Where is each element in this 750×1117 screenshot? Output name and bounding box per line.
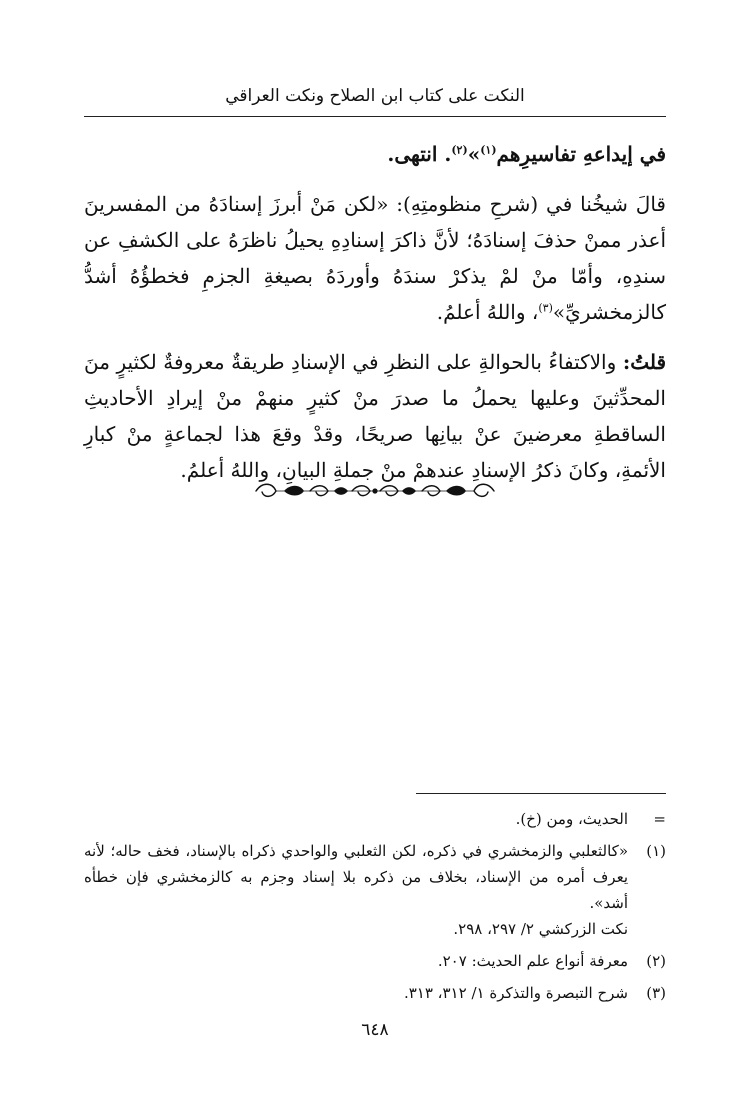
footnote-text xyxy=(84,980,628,1006)
paragraph-1 xyxy=(84,136,666,172)
running-header: النكت على كتاب ابن الصلاح ونكت العراقي xyxy=(225,86,525,106)
main-text xyxy=(84,134,666,488)
paragraph-1-end: . انتهى. xyxy=(387,142,452,166)
decorative-divider-icon xyxy=(250,478,500,504)
footnote-mark[interactable]: (٣) xyxy=(646,984,666,1002)
quote-close: » xyxy=(467,142,481,166)
footnote-line: شرح التبصرة والتذكرة ١/ ٣١٢، ٣١٣. xyxy=(403,984,628,1002)
footnote-separator xyxy=(416,793,666,794)
footnote-line: «كالثعلبي والزمخشري في ذكره، لكن الثعلبي والواحدي ذكراه بالإسناد، فخف حاله؛ لأنه يعرف أمره من الإسناد، بخلاف من ذكره بلا إسناد وجزم به كالزمخشري فإن خطأه أشد». xyxy=(84,842,628,912)
footnote-continuation xyxy=(84,806,666,832)
footnote-mark[interactable]: (١) xyxy=(646,842,666,860)
paragraph-2-end: ، واللهُ أعلمُ. xyxy=(436,300,539,324)
footnote-mark: = xyxy=(653,810,666,828)
header-rule xyxy=(84,116,666,117)
footnote-line: نكت الزركشي ٢/ ٢٩٧، ٢٩٨. xyxy=(453,920,628,938)
page-number: ٦٤٨ xyxy=(361,1020,389,1040)
paragraph-1-text: في إيداعهِ تفاسيرِهم xyxy=(496,142,666,166)
footnote-text xyxy=(84,948,628,974)
footnote-text xyxy=(84,806,628,832)
paragraph-3 xyxy=(84,344,666,488)
paragraph-3-text: والاكتفاءُ بالحوالةِ على النظرِ في الإسنادِ طريقةٌ معروفةٌ لكثيرٍ منَ المحدِّثينَ وعليها يحملُ ما صدرَ منْ كثيرٍ منهمْ منْ إيرادِ الأحاديثِ الساقطةِ معرضينَ عنْ بيانِها صريحًا، وقدْ وقعَ هذا لجماعةٍ منْ كبارِ الأئمةِ، وكانَ ذكرُ الإسنادِ عندهمْ منْ جملةِ البيانِ، واللهُ أعلمُ. xyxy=(84,350,666,482)
footnote-1 xyxy=(84,838,666,942)
footnote-ref-2[interactable]: (٢) xyxy=(451,143,468,157)
footnote-ref-3[interactable]: (٣) xyxy=(538,301,553,315)
footnotes xyxy=(84,806,666,1012)
footnote-text xyxy=(84,838,628,942)
paragraph-3-lead: قلتُ: xyxy=(622,350,667,374)
footnote-3 xyxy=(84,980,666,1006)
footnote-mark[interactable]: (٢) xyxy=(646,952,666,970)
footnote-line: معرفة أنواع علم الحديث: ٢٠٧. xyxy=(437,952,628,970)
footnote-ref-1[interactable]: (١) xyxy=(480,143,497,157)
paragraph-2 xyxy=(84,186,666,330)
footnote-2 xyxy=(84,948,666,974)
paragraph-2-text: قالَ شيخُنا في (شرحِ منظومتِهِ): «لكن مَنْ أبرزَ إسنادَهُ من المفسرينَ أعذر ممنْ حذفَ إسنادَهُ؛ لأنَّ ذاكرَ إسنادِهِ يحيلُ ناظرَهُ على الكشفِ عن سندِهِ، وأمّا منْ لمْ يذكرْ سندَهُ وأوردَهُ بصيغةِ الجزمِ فخطؤُهُ أشدُّ كالزمخشريِّ» xyxy=(84,192,666,324)
footnote-line: الحديث، ومن (خ). xyxy=(515,810,628,828)
